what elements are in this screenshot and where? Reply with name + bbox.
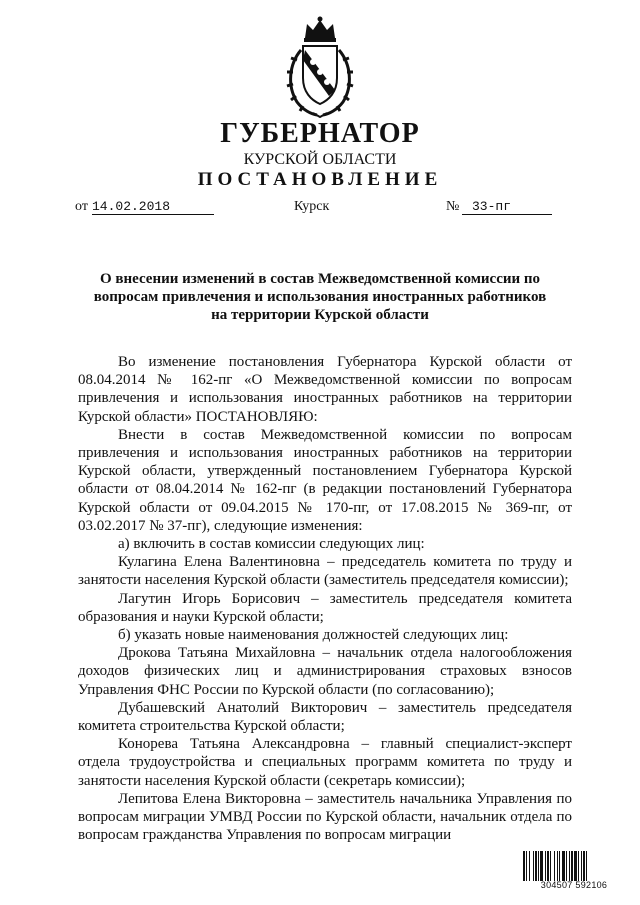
coat-of-arms-icon	[283, 16, 357, 118]
title-line: вопросам привлечения и использования иностранных работников	[93, 289, 547, 305]
document-body	[78, 353, 572, 844]
body-paragraph: а) включить в состав комиссии следующих лиц:	[118, 536, 425, 553]
document-title	[60, 270, 580, 324]
body-paragraph: Конорева Татьяна Александровна – главный специалист-эксперт отдела трудоустройства и специальных программ комитета по труду и занятости населения Курской области (секретарь комиссии);	[78, 736, 572, 789]
body-paragraph: Во изменение постановления Губернатора Курской области от 08.04.2014 № 162-пг «О Межведомственной комиссии по вопросам привлечения и использования иностранных работников на территории Курской области» ПОСТАНОВЛЯЮ:	[78, 354, 572, 425]
barcode-icon	[522, 851, 626, 881]
date-label: от	[75, 199, 88, 214]
region-heading: КУРСКОЙ ОБЛАСТИ	[243, 151, 397, 168]
body-paragraph: Дрокова Татьяна Михайловна – начальник отдела налогообложения доходов физических лиц и администрирования страховых взносов Управления ФНС России по Курской области (по согласованию);	[78, 645, 572, 698]
body-paragraph: Лепитова Елена Викторовна – заместитель начальника Управления по вопросам миграции УМВД России по Курской области, начальник отдела по вопросам гражданства Управления по вопросам миграции	[78, 790, 572, 844]
governor-heading: ГУБЕРНАТОР	[220, 118, 420, 149]
body-paragraph: б) указать новые наименования должностей следующих лиц:	[118, 627, 509, 644]
number-label: №	[446, 199, 460, 214]
title-line: на территории Курской области	[211, 307, 429, 323]
document-type-heading: ПОСТАНОВЛЕНИЕ	[197, 169, 443, 190]
barcode	[522, 851, 626, 891]
body-paragraph: Внести в состав Межведомственной комиссии по вопросам привлечения и использования иностранных работников на территории Курской области, утвержденный постановлением Губернатора Курской области от 08.04.2014 № 162-пг (в редакции постановлений Губернатора Курской области от 09.04.2015 № 170-пг, от 17.08.2015 № 369-пг, от 03.02.2017 № 37-пг), следующие изменения:	[78, 426, 572, 534]
document-number: 33-пг	[462, 199, 552, 215]
body-paragraph: Дубашевский Анатолий Викторович – заместитель председателя комитета строительства Курской области;	[78, 699, 572, 735]
city-name: Курск	[294, 199, 330, 214]
title-line: О внесении изменений в состав Межведомственной комиссии по	[99, 271, 541, 287]
body-paragraph: Кулагина Елена Валентиновна – председатель комитета по труду и занятости населения Курской области (заместитель председателя комиссии);	[78, 554, 572, 589]
document-date: 14.02.2018	[92, 199, 214, 215]
barcode-number: 304507 592106	[540, 880, 608, 890]
body-paragraph: Лагутин Игорь Борисович – заместитель председателя комитета образования и науки Курской области;	[78, 590, 572, 625]
